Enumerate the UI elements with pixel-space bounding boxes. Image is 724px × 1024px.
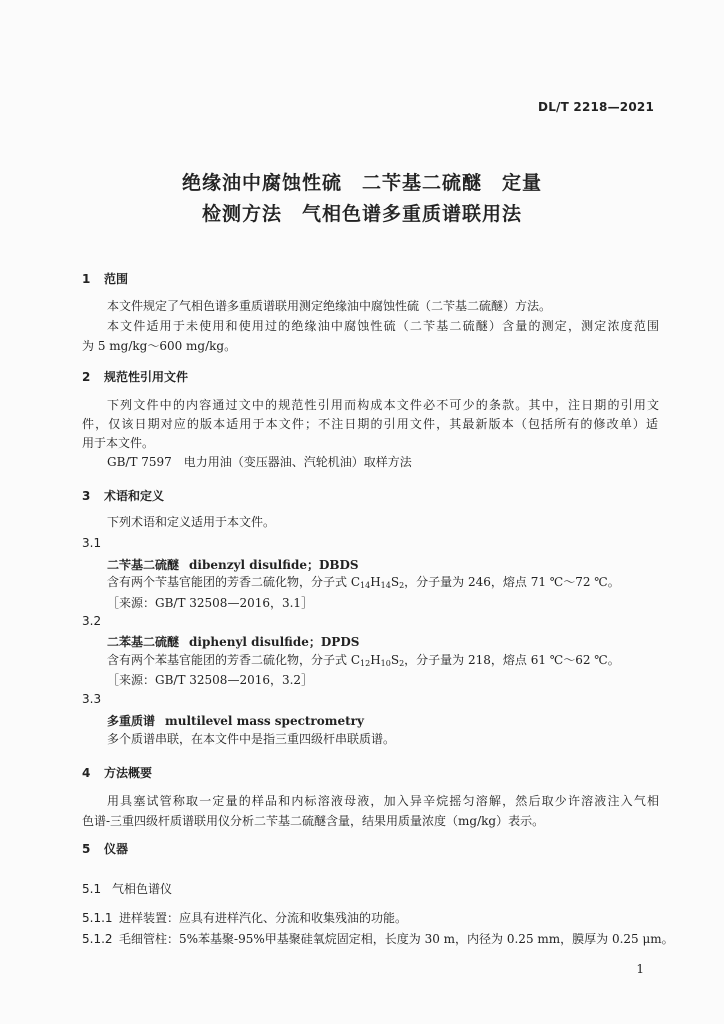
section-2-para-line-1: 下列文件中的内容通过文中的规范性引用而构成本文件必不可少的条款。其中，注日期的引用文	[107, 398, 659, 412]
section-5-heading	[82, 840, 128, 857]
subscript: 2	[399, 659, 405, 668]
formula-element: H	[370, 575, 381, 589]
subscript: 14	[380, 581, 391, 590]
section-title: 仪器	[104, 842, 129, 856]
standard-code: DL/T 2218—2021	[538, 100, 654, 114]
section-title: 规范性引用文件	[104, 370, 189, 384]
formula-element: S	[390, 575, 400, 589]
section-4-para-line-2: 色谱-三重四级杆质谱联用仪分析二苄基二硫醚含量，结果用质量浓度（mg/kg）表示。	[82, 814, 545, 828]
clause-number: 5.1.1	[82, 911, 113, 925]
subscript: 2	[399, 581, 405, 590]
page-number: 1	[636, 962, 644, 976]
term-3-2	[107, 633, 359, 650]
term-3-3	[107, 712, 364, 729]
section-3-intro: 下列术语和定义适用于本文件。	[107, 515, 276, 529]
term-3-1-source: ［来源：GB/T 32508—2016，3.1］	[107, 596, 314, 610]
definition-text: 含有两个苄基官能团的芳香二硫化物，分子式 C	[107, 575, 360, 589]
section-number: 5.1	[82, 882, 102, 896]
term-en: diphenyl disulfide；DPDS	[189, 635, 360, 649]
clause-5-1-2	[82, 930, 674, 947]
section-4-heading	[82, 764, 152, 781]
term-zh: 二苄基二硫醚	[107, 558, 180, 572]
section-2-para-line-3: 用于本文件。	[82, 436, 155, 450]
normative-reference: GB/T 7597 电力用油（变压器油、汽轮机油）取样方法	[107, 455, 412, 469]
section-number: 5	[82, 842, 91, 856]
formula-element: H	[370, 653, 381, 667]
section-number: 3	[82, 489, 91, 503]
term-3-2-definition	[107, 650, 659, 670]
clause-3-2-number: 3.2	[82, 614, 102, 628]
clause-text: 毛细管柱：5%苯基聚-95%甲基聚硅氧烷固定相，长度为 30 m，内径为 0.25 mm，膜厚为 0.25 μm。	[119, 932, 674, 946]
section-5-1-heading	[82, 880, 172, 897]
term-3-3-definition: 多个质谱串联，在本文件中是指三重四级杆串联质谱。	[107, 732, 396, 746]
section-number: 4	[82, 766, 91, 780]
term-3-1-definition	[107, 572, 659, 592]
subscript: 10	[380, 659, 391, 668]
section-1-para-2-line-2: 为 5 mg/kg～600 mg/kg。	[82, 339, 237, 353]
section-title: 范围	[104, 272, 129, 286]
definition-text: ，分子量为 218，熔点 61 ℃～62 ℃。	[404, 653, 620, 667]
term-3-2-source: ［来源：GB/T 32508—2016，3.2］	[107, 673, 314, 687]
section-title: 气相色谱仪	[112, 882, 173, 896]
title-line-1: 绝缘油中腐蚀性硫 二苄基二硫醚 定量	[181, 172, 542, 194]
clause-5-1-1	[82, 909, 407, 926]
section-2-para-line-2: 件，仅该日期对应的版本适用于本文件；不注日期的引用文件，其最新版本（包括所有的修改单）适	[82, 417, 658, 431]
section-1-para-2-line-1: 本文件适用于未使用和使用过的绝缘油中腐蚀性硫（二苄基二硫醚）含量的测定，测定浓度范围	[107, 319, 659, 333]
section-title: 方法概要	[104, 766, 153, 780]
section-1-para-1: 本文件规定了气相色谱多重质谱联用测定绝缘油中腐蚀性硫（二苄基二硫醚）方法。	[107, 299, 552, 313]
term-zh: 多重质谱	[107, 714, 156, 728]
term-3-1	[107, 556, 359, 573]
subscript: 14	[360, 581, 371, 590]
definition-text: 含有两个苯基官能团的芳香二硫化物，分子式 C	[107, 653, 360, 667]
section-1-heading	[82, 270, 128, 287]
clause-3-1-number: 3.1	[82, 536, 102, 550]
subscript: 12	[360, 659, 371, 668]
clause-number: 5.1.2	[82, 932, 113, 946]
term-en: multilevel mass spectrometry	[165, 714, 364, 728]
clause-3-3-number: 3.3	[82, 692, 102, 706]
term-en: dibenzyl disulfide；DBDS	[189, 558, 359, 572]
title-line-2: 检测方法 气相色谱多重质谱联用法	[201, 203, 522, 225]
section-3-heading	[82, 487, 164, 504]
clause-text: 进样装置：应具有进样汽化、分流和收集残油的功能。	[119, 911, 408, 925]
formula-element: S	[390, 653, 400, 667]
section-4-para-line-1: 用具塞试管称取一定量的样品和内标溶液母液，加入异辛烷摇匀溶解，然后取少许溶液注入气相	[107, 794, 659, 808]
term-zh: 二苯基二硫醚	[107, 635, 180, 649]
section-title: 术语和定义	[104, 489, 165, 503]
section-number: 2	[82, 370, 91, 384]
section-number: 1	[82, 272, 91, 286]
definition-text: ，分子量为 246，熔点 71 ℃～72 ℃。	[404, 575, 620, 589]
section-2-heading	[82, 368, 188, 385]
